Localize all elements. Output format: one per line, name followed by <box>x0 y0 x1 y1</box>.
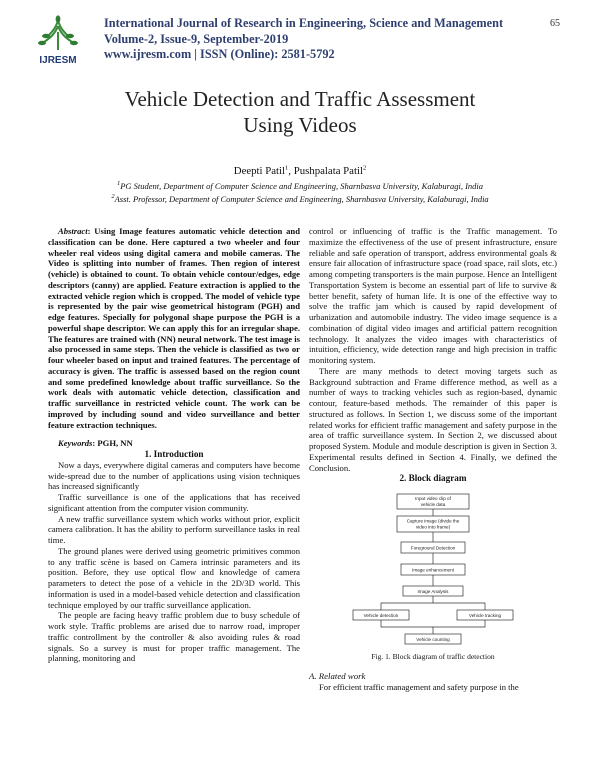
affiliation-1: $^1$PG Student, Department of Computer Science and Engineering, Sharnbasva University, Kalaburagi, India <box>116 180 484 191</box>
related-work-paragraph: For efficient traffic management and safety purpose in the <box>319 681 519 692</box>
journal-web: www.ijresm.com | ISSN (Online): 2581-5792 <box>104 47 335 61</box>
abstract: Abstract: Using Image features automatic vehicle detection and classification can be done. Here captured a two wheeler and four wheeler real videos using digital camera and mobile cameras. The Video is splitting into number of frames. Then region of interest (vehicle) is obtained to count. To obtain vehicle contour/edges, edge descriptors (canny) are applied. Feature extraction is applied to the extracted vehicle region which is cropped. The model of vehicle type is represented by the pair wise geometrical histogram (PGH) and edge features. Specially for polygonal shape purpose the PGH is a powerful shape descriptor. We can apply this for an irregular shape. The features are trained with (NN) neural network. The test image is also processed in same steps. Then the vehicle is classified as two or four wheeler based on input and trained features. The percentage of accuracy is given. The traffic is assessed based on the region count and some predefined knowledge about traffic surveillance. So the work deals with automatic vehicle detection, classification and traffic surveillance in restricted vehicle count. The work can be improved by including sound and video surveillance and better feature extraction techniques. <box>48 226 300 430</box>
box-image-enhancement <box>401 564 465 575</box>
svg-text:IJRESM: IJRESM <box>39 55 77 66</box>
intro-paragraph: A new traffic surveillance system which works without prior, explicit camera calibration. It has the ability to perform surveillance tasks in real time. <box>48 513 300 545</box>
figure-caption: Fig. 1. Block diagram of traffic detection <box>371 652 495 661</box>
right-column <box>309 226 557 692</box>
svg-text:Vehicle detection: Vehicle detection <box>363 613 399 618</box>
box-foreground-detection <box>401 542 465 553</box>
svg-text:Capture image (divide the: Capture image (divide the <box>406 518 460 524</box>
title-line-1: Vehicle Detection and Traffic Assessment <box>124 87 476 111</box>
left-column <box>48 226 300 664</box>
intro-paragraph: Now a days, everywhere digital cameras and computers have become wide-spread due to the number of applications using vision techniques has increased significantly <box>48 459 300 492</box>
ijresm-logo <box>22 14 94 66</box>
svg-text:Vehicle counting: Vehicle counting <box>416 637 450 642</box>
journal-info <box>104 16 524 63</box>
journal-header <box>22 14 578 70</box>
body-paragraph: control or influencing of traffic is the Traffic management. To maximize the effectiveness of the use of present infrastructure, ensure reliable and safe operation of transport, address environmental goals & ensure fair allocation of infrastructure space (road space, rail slots, etc.) among competing transporters is the main purpose. Hence an Intelligent Transportation System is become an essential part of life to survive & better benefit, safety of human life. It is one of the effective way to solve the traffic jam which is caused by rapid development of urbanization and automobile industry. The video image sequence is a combination of digital video images and artificial pattern recognition technology. It analyzes the video images with characteristics of intuition, efficiency, wide detection range and high precision in traffic monitoring system. <box>309 226 557 365</box>
svg-text:Input video clip of: Input video clip of <box>415 496 451 501</box>
box-vehicle-counting <box>405 634 461 644</box>
svg-text:video into frame): video into frame) <box>415 524 451 530</box>
intro-paragraph: Traffic surveillance is one of the applications that has received significant attention from the computer vision community. <box>48 492 300 513</box>
page-number: 65 <box>550 18 560 29</box>
author-1: Deepti Patil <box>233 165 286 177</box>
box-input-video <box>397 494 469 509</box>
block-diagram <box>313 490 553 700</box>
authors: Deepti Patil$^1$, Pushpalata Patil$^2$ <box>233 164 367 177</box>
intro-paragraph: The people are facing heavy traffic problem due to busy schedule of work style. Traffic problems are arised due to narrow road, improper traffic controllment by the controller & also avoiding rules & road signals. So a survey is must for proper traffic management. The planning, monitoring and <box>48 610 300 664</box>
box-image-analysis <box>403 586 463 596</box>
keywords: Keywords: PGH, NN <box>58 438 133 449</box>
box-capture-image <box>397 516 469 532</box>
svg-text:Image Analysis: Image Analysis <box>417 589 449 594</box>
intro-paragraph: The ground planes were derived using geometric primitives common to any traffic scène is based on Camera intrinsic parameters and its position. Before, they use optical flow and knowledge of camera parameters to detect the pose of a vehicle in the 2D/3D world. This information is used in a model-based vehicle detection and classification technique employed by our traffic surveillance application. <box>48 545 300 610</box>
box-vehicle-tracking <box>457 610 513 620</box>
paper-title <box>0 86 600 138</box>
svg-text:Image enhancement: Image enhancement <box>412 567 454 573</box>
affiliation-2: $^2$Asst. Professor, Department of Computer Science and Engineering, Sharnbasva University, Kalaburagi, India <box>111 193 489 204</box>
journal-volume: Volume-2, Issue-9, September-2019 <box>104 31 289 46</box>
intro-heading: 1. Introduction <box>144 449 204 459</box>
svg-text:Foreground Detection: Foreground Detection <box>410 545 456 551</box>
block-diagram-heading: 2. Block diagram <box>399 473 467 484</box>
author-2: Pushpalata Patil <box>293 165 363 177</box>
svg-text:vehicle data: vehicle data <box>420 502 446 507</box>
body-paragraph: There are many methods to detect moving targets such as Background subtraction and Frame difference method, as well as a number of ways to tracking vehicles such as region-based, dynamic contour, feature-based methods. The remainder of this paper is structured as follows. In Section 1, we discuss some of the important related works for efficient traffic management and safety purpose in the area of traffic surveillance system. In Section 2, we discussed about proposed System. Module and module description is given in Section 3. Experimental results defined in Section 4. Finally, we defined the Conclusion. <box>309 365 557 473</box>
svg-text:Vehicle tracking: Vehicle tracking <box>468 613 502 618</box>
journal-name: International Journal of Research in Engineering, Science and Management <box>104 16 504 30</box>
box-vehicle-detection <box>353 610 409 620</box>
related-work-heading: A. Related work <box>309 670 366 681</box>
title-line-2: Using Videos <box>243 113 357 137</box>
